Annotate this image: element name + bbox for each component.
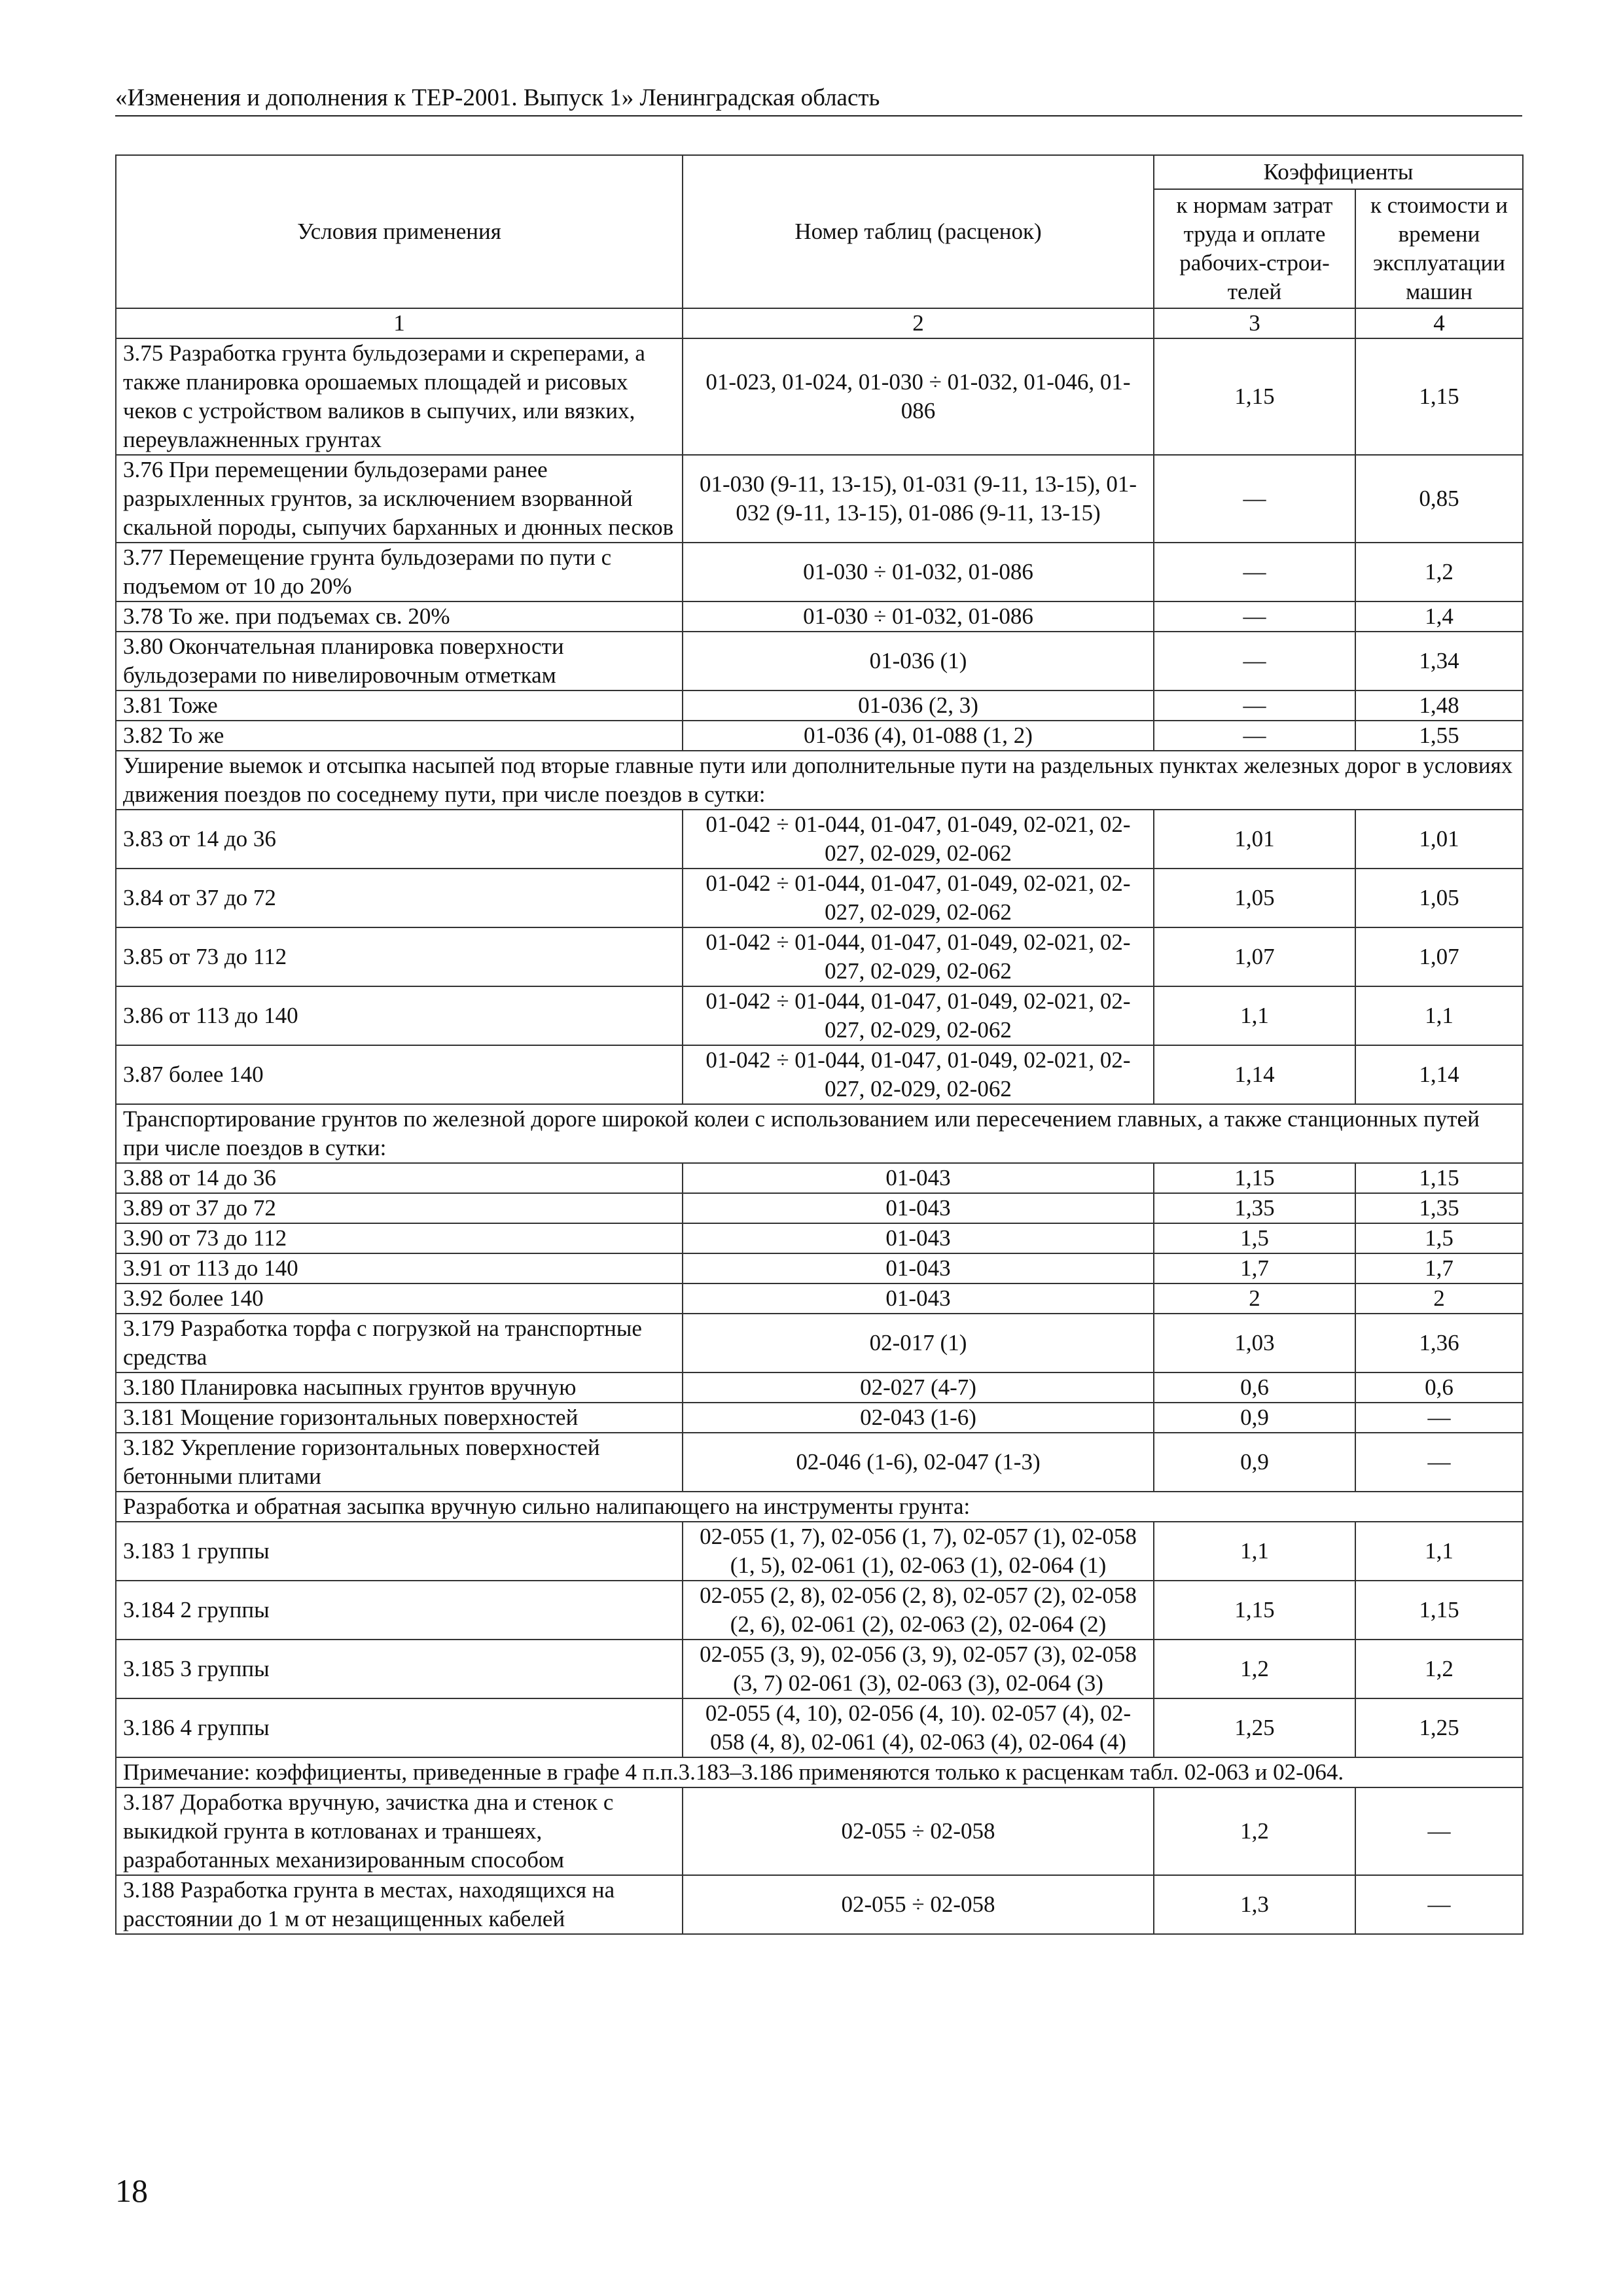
machine-coef-cell: 1,1 [1355,1522,1523,1581]
table-row [116,869,1523,927]
labor-coef-cell: 2 [1154,1283,1355,1314]
labor-coef-cell: 1,1 [1154,986,1355,1045]
condition-cell: 3.85 от 73 до 112 [116,927,683,986]
section-row [116,751,1523,810]
table-numbers-cell: 01-030 (9-11, 13-15), 01-031 (9-11, 13-15), 01-032 (9-11, 13-15), 01-086 (9-11, 13-15) [683,455,1154,543]
section-text: Уширение выемок и отсыпка насыпей под вторые главные пути или дополнительные пути на раздельных пунктах железных дорог в условиях движения поездов по соседнему пути, при числе поездов в сутки: [116,751,1523,810]
machine-coef-cell: 1,15 [1355,1581,1523,1640]
machine-coef-cell: — [1355,1875,1523,1934]
condition-cell: 3.88 от 14 до 36 [116,1163,683,1193]
table-numbers-cell: 01-042 ÷ 01-044, 01-047, 01-049, 02-021, 02-027, 02-029, 02-062 [683,810,1154,869]
machine-coef-cell: 0,85 [1355,455,1523,543]
machine-coef-cell: 2 [1355,1283,1523,1314]
table-row [116,691,1523,721]
section-row [116,1104,1523,1163]
condition-cell: 3.75 Разработка грунта бульдозерами и скреперами, а также планировка орошаемых площадей и рисовых чеков с устройством валиков в сыпучих, или вязких, переувлажненных грунтах [116,338,683,455]
labor-coef-cell: 1,15 [1154,1581,1355,1640]
machine-coef-cell: — [1355,1787,1523,1875]
condition-cell: 3.185 3 группы [116,1640,683,1698]
table-row [116,455,1523,543]
machine-coef-cell: 1,01 [1355,810,1523,869]
coefficients-table-wrap [115,154,1522,1935]
table-row [116,1875,1523,1934]
machine-coef-cell: 1,48 [1355,691,1523,721]
condition-cell: 3.87 более 140 [116,1045,683,1104]
condition-cell: 3.86 от 113 до 140 [116,986,683,1045]
header-coefficients: Коэффициенты [1154,155,1523,189]
table-row [116,810,1523,869]
labor-coef-cell: 1,05 [1154,869,1355,927]
labor-coef-cell: 1,35 [1154,1193,1355,1223]
machine-coef-cell: 1,4 [1355,601,1523,632]
condition-cell: 3.92 более 140 [116,1283,683,1314]
machine-coef-cell: 1,15 [1355,338,1523,455]
condition-cell: 3.83 от 14 до 36 [116,810,683,869]
col-number-4: 4 [1355,308,1523,338]
header-conditions: Условия применения [116,155,683,308]
table-row [116,1522,1523,1581]
table-row [116,1193,1523,1223]
labor-coef-cell: 1,2 [1154,1787,1355,1875]
condition-cell: 3.89 от 37 до 72 [116,1193,683,1223]
table-numbers-cell: 01-043 [683,1223,1154,1253]
table-row [116,986,1523,1045]
table-row [116,1045,1523,1104]
table-numbers-cell: 01-036 (4), 01-088 (1, 2) [683,721,1154,751]
condition-cell: 3.78 То же. при подъемах св. 20% [116,601,683,632]
machine-coef-cell: 1,2 [1355,1640,1523,1698]
labor-coef-cell: 0,9 [1154,1403,1355,1433]
condition-cell: 3.186 4 группы [116,1698,683,1757]
header-labor-coef: к нормам затрат труда и оплате рабочих-строи-телей [1154,189,1355,308]
labor-coef-cell: 1,01 [1154,810,1355,869]
labor-coef-cell: 1,2 [1154,1640,1355,1698]
labor-coef-cell: — [1154,721,1355,751]
condition-cell: 3.182 Укрепление горизонтальных поверхностей бетонными плитами [116,1433,683,1492]
table-numbers-cell: 01-030 ÷ 01-032, 01-086 [683,601,1154,632]
machine-coef-cell: 1,25 [1355,1698,1523,1757]
condition-cell: 3.81 Тоже [116,691,683,721]
table-numbers-cell: 02-055 (1, 7), 02-056 (1, 7), 02-057 (1), 02-058 (1, 5), 02-061 (1), 02-063 (1), 02-064 (1) [683,1522,1154,1581]
table-row [116,1403,1523,1433]
table-numbers-cell: 01-042 ÷ 01-044, 01-047, 01-049, 02-021, 02-027, 02-029, 02-062 [683,1045,1154,1104]
machine-coef-cell: 1,55 [1355,721,1523,751]
labor-coef-cell: 1,14 [1154,1045,1355,1104]
machine-coef-cell: 1,14 [1355,1045,1523,1104]
machine-coef-cell: 1,5 [1355,1223,1523,1253]
labor-coef-cell: 0,6 [1154,1372,1355,1403]
section-row [116,1492,1523,1522]
labor-coef-cell: 1,15 [1154,338,1355,455]
machine-coef-cell: 1,34 [1355,632,1523,691]
condition-cell: 3.179 Разработка торфа с погрузкой на транспортные средства [116,1314,683,1372]
machine-coef-cell: 1,07 [1355,927,1523,986]
labor-coef-cell: 1,7 [1154,1253,1355,1283]
coefficients-table [115,154,1524,1935]
table-row [116,927,1523,986]
labor-coef-cell: 0,9 [1154,1433,1355,1492]
condition-cell: 3.80 Окончательная планировка поверхности бульдозерами по нивелировочным отметкам [116,632,683,691]
labor-coef-cell: 1,07 [1154,927,1355,986]
table-numbers-cell: 01-042 ÷ 01-044, 01-047, 01-049, 02-021, 02-027, 02-029, 02-062 [683,927,1154,986]
table-numbers-cell: 01-043 [683,1253,1154,1283]
machine-coef-cell: 1,35 [1355,1193,1523,1223]
condition-cell: 3.183 1 группы [116,1522,683,1581]
labor-coef-cell: 1,25 [1154,1698,1355,1757]
header-table-numbers: Номер таблиц (расценок) [683,155,1154,308]
table-row [116,1372,1523,1403]
table-row [116,1223,1523,1253]
table-numbers-cell: 01-043 [683,1193,1154,1223]
labor-coef-cell: — [1154,455,1355,543]
condition-cell: 3.82 То же [116,721,683,751]
table-numbers-cell: 02-055 ÷ 02-058 [683,1875,1154,1934]
table-numbers-cell: 01-036 (2, 3) [683,691,1154,721]
labor-coef-cell: — [1154,691,1355,721]
table-row [116,1283,1523,1314]
col-number-1: 1 [116,308,683,338]
table-numbers-cell: 01-042 ÷ 01-044, 01-047, 01-049, 02-021, 02-027, 02-029, 02-062 [683,986,1154,1045]
table-numbers-cell: 02-055 (4, 10), 02-056 (4, 10). 02-057 (4), 02-058 (4, 8), 02-061 (4), 02-063 (4), 02-064 (4) [683,1698,1154,1757]
section-text: Примечание: коэффициенты, приведенные в графе 4 п.п.3.183–3.186 применяются только к расценкам табл. 02-063 и 02-064. [116,1757,1523,1787]
header-machine-coef: к стоимости и времени эксплуатации машин [1355,189,1523,308]
machine-coef-cell: 1,7 [1355,1253,1523,1283]
labor-coef-cell: 1,1 [1154,1522,1355,1581]
table-numbers-cell: 01-036 (1) [683,632,1154,691]
page-number: 18 [115,2172,148,2209]
condition-cell: 3.187 Доработка вручную, зачистка дна и стенок с выкидкой грунта в котлованах и траншеях, разработанных механизированным способом [116,1787,683,1875]
table-row [116,1163,1523,1193]
section-row [116,1757,1523,1787]
section-text: Разработка и обратная засыпка вручную сильно налипающего на инструменты грунта: [116,1492,1523,1522]
running-header: «Изменения и дополнения к ТЕР-2001. Выпуск 1» Ленинградская область [115,84,1522,117]
condition-cell: 3.91 от 113 до 140 [116,1253,683,1283]
labor-coef-cell: 1,03 [1154,1314,1355,1372]
col-number-3: 3 [1154,308,1355,338]
machine-coef-cell: — [1355,1403,1523,1433]
table-body [116,338,1523,1934]
table-row [116,1253,1523,1283]
condition-cell: 3.77 Перемещение грунта бульдозерами по пути с подъемом от 10 до 20% [116,543,683,601]
table-numbers-cell: 01-043 [683,1163,1154,1193]
table-row [116,632,1523,691]
machine-coef-cell: 0,6 [1355,1372,1523,1403]
labor-coef-cell: 1,3 [1154,1875,1355,1934]
table-numbers-cell: 02-055 ÷ 02-058 [683,1787,1154,1875]
table-numbers-cell: 01-042 ÷ 01-044, 01-047, 01-049, 02-021, 02-027, 02-029, 02-062 [683,869,1154,927]
machine-coef-cell: — [1355,1433,1523,1492]
table-numbers-cell: 01-023, 01-024, 01-030 ÷ 01-032, 01-046, 01-086 [683,338,1154,455]
condition-cell: 3.84 от 37 до 72 [116,869,683,927]
condition-cell: 3.90 от 73 до 112 [116,1223,683,1253]
condition-cell: 3.181 Мощение горизонтальных поверхностей [116,1403,683,1433]
labor-coef-cell: — [1154,601,1355,632]
labor-coef-cell: — [1154,632,1355,691]
table-numbers-cell: 02-055 (3, 9), 02-056 (3, 9), 02-057 (3), 02-058 (3, 7) 02-061 (3), 02-063 (3), 02-064 (3) [683,1640,1154,1698]
condition-cell: 3.180 Планировка насыпных грунтов вручную [116,1372,683,1403]
table-row [116,1314,1523,1372]
table-numbers-cell: 02-046 (1-6), 02-047 (1-3) [683,1433,1154,1492]
table-row [116,721,1523,751]
section-text: Транспортирование грунтов по железной дороге широкой колеи с использованием или пересечением главных, а также станционных путей при числе поездов в сутки: [116,1104,1523,1163]
machine-coef-cell: 1,15 [1355,1163,1523,1193]
condition-cell: 3.76 При перемещении бульдозерами ранее разрыхленных грунтов, за исключением взорванной скальной породы, сыпучих барханных и дюнных песков [116,455,683,543]
labor-coef-cell: 1,15 [1154,1163,1355,1193]
machine-coef-cell: 1,2 [1355,543,1523,601]
condition-cell: 3.188 Разработка грунта в местах, находящихся на расстоянии до 1 м от незащищенных кабелей [116,1875,683,1934]
machine-coef-cell: 1,36 [1355,1314,1523,1372]
col-number-2: 2 [683,308,1154,338]
labor-coef-cell: 1,5 [1154,1223,1355,1253]
table-row [116,1581,1523,1640]
labor-coef-cell: — [1154,543,1355,601]
table-row [116,1698,1523,1757]
table-numbers-cell: 02-017 (1) [683,1314,1154,1372]
table-row [116,543,1523,601]
table-numbers-cell: 02-027 (4-7) [683,1372,1154,1403]
table-row [116,601,1523,632]
machine-coef-cell: 1,1 [1355,986,1523,1045]
table-numbers-cell: 02-055 (2, 8), 02-056 (2, 8), 02-057 (2), 02-058 (2, 6), 02-061 (2), 02-063 (2), 02-064 (2) [683,1581,1154,1640]
condition-cell: 3.184 2 группы [116,1581,683,1640]
table-row [116,1640,1523,1698]
table-row [116,1433,1523,1492]
table-numbers-cell: 01-043 [683,1283,1154,1314]
table-numbers-cell: 01-030 ÷ 01-032, 01-086 [683,543,1154,601]
table-row [116,338,1523,455]
table-row [116,1787,1523,1875]
machine-coef-cell: 1,05 [1355,869,1523,927]
table-numbers-cell: 02-043 (1-6) [683,1403,1154,1433]
